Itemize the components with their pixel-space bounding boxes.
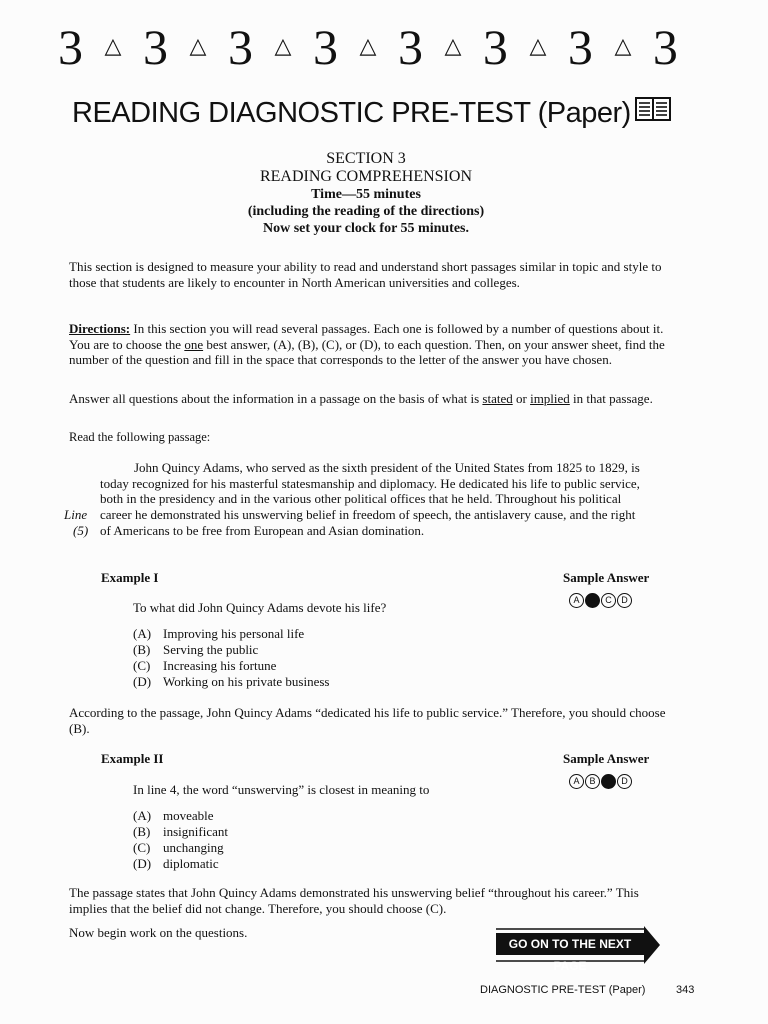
section-number: SECTION 3 (326, 150, 406, 167)
option-text: Increasing his fortune (163, 658, 277, 673)
triangle-icon: △ (359, 34, 377, 59)
option-c (133, 840, 228, 856)
directions-one: one (184, 336, 204, 352)
page-title (72, 96, 671, 130)
directions-text-2: best answer, (A), (B), (C), or (D), to each question. Then, on your answer sheet, find the number of the question and fill in the space that corresponds to the letter of the answer you have chosen. (69, 336, 665, 367)
example-1-explanation: According to the passage, John Quincy Adams “dedicated his life to public service.” Therefore, you should choose (B). (69, 705, 666, 736)
next-page-button[interactable] (496, 924, 646, 973)
banner-number: 3 (397, 19, 423, 75)
answer-all-text-2: or (512, 391, 531, 406)
banner-number: 3 (567, 19, 593, 75)
option-a (133, 626, 330, 642)
option-text: Working on his private business (163, 674, 330, 689)
option-text: Improving his personal life (163, 626, 305, 641)
section-time: Time—55 minutes (311, 187, 421, 202)
triangle-icon: △ (104, 34, 122, 59)
example-1-label: Example I (101, 570, 159, 585)
answer-bubble-b-filled: B (585, 593, 600, 608)
stated-word: stated (482, 391, 513, 406)
example-2-label: Example II (101, 751, 164, 766)
option-letter: (A) (133, 626, 152, 641)
option-d (133, 674, 330, 690)
answer-bubble-d: D (617, 593, 632, 608)
begin-instruction: Now begin work on the questions. (69, 925, 248, 940)
option-text: diplomatic (163, 856, 219, 871)
answer-all-paragraph (69, 391, 669, 407)
directions-paragraph (69, 321, 669, 368)
option-letter: (C) (133, 658, 151, 673)
example-1-sample-label: Sample Answer (563, 570, 650, 585)
section-name: READING COMPREHENSION (259, 168, 472, 185)
answer-all-text-1: Answer all questions about the information in a passage on the basis of what is (69, 391, 483, 406)
answer-bubble-b: B (585, 774, 600, 789)
section-clock-instruction: Now set your clock for 55 minutes. (263, 221, 469, 236)
implied-word: implied (530, 391, 570, 406)
section-heading (0, 150, 732, 237)
read-following: Read the following passage: (69, 430, 211, 444)
triangle-icon: △ (444, 34, 462, 59)
option-a (133, 808, 228, 824)
option-c (133, 658, 330, 674)
book-icon (635, 96, 671, 130)
example-2-explanation: The passage states that John Quincy Adams demonstrated his unswerving belief “throughout his career.” This implies that the belief did not change. Therefore, you should choose (C). (69, 885, 639, 916)
banner-number: 3 (312, 19, 338, 75)
next-page-label: GO ON TO THE NEXT PAGE (496, 933, 644, 955)
option-letter: (B) (133, 642, 151, 657)
answer-bubble-a: A (569, 593, 584, 608)
option-letter: (B) (133, 824, 151, 839)
answer-all-text-3: in that passage. (569, 391, 653, 406)
example-2-options (133, 808, 228, 872)
example-2-sample-label: Sample Answer (563, 751, 650, 766)
page-title-text: READING DIAGNOSTIC PRE-TEST (Paper) (72, 96, 631, 129)
answer-bubble-d: D (617, 774, 632, 789)
option-text: insignificant (163, 824, 228, 839)
banner-number: 3 (58, 19, 83, 75)
option-text: unchanging (163, 840, 224, 855)
option-letter: (A) (133, 808, 152, 823)
banner-number: 3 (142, 19, 168, 75)
section-time-note: (including the reading of the directions) (247, 204, 485, 219)
banner-number: 3 (227, 19, 253, 75)
option-text: Serving the public (163, 642, 259, 657)
footer-title: DIAGNOSTIC PRE-TEST (Paper) (480, 984, 646, 996)
option-b (133, 824, 228, 840)
triangle-icon: △ (189, 34, 207, 59)
page-number: 343 (676, 984, 695, 996)
answer-bubble-c: C (601, 593, 616, 608)
answer-bubble-c-filled: C (601, 774, 616, 789)
answer-bubble-a: A (569, 774, 584, 789)
example-1-options (133, 626, 330, 690)
line-number-5: (5) (73, 523, 89, 538)
example-2-question: In line 4, the word “unswerving” is closest in meaning to (133, 782, 430, 797)
example-1-bubbles (569, 593, 632, 608)
directions-text-1: In this section you will read several passages. Each one is followed by a number of questions about it. You are to choose the (69, 321, 664, 352)
reading-passage: John Quincy Adams, who served as the sixth president of the United States from 1825 to 1829, is today recognized for his masterful statesmanship and diplomacy. He dedicated his life to public service, both in the presidency and in the various other political offices that he held. Throughout his political career he demonstrated his unswerving belief in freedom of speech, the antislavery cause, and the right of Americans to be free from European and Asian domination. (100, 460, 640, 538)
option-letter: (C) (133, 840, 151, 855)
intro-paragraph: This section is designed to measure your ability to read and understand short passages similar in topic and style to those that students are likely to encounter in North American universities and colleges. (69, 259, 662, 290)
directions-label: Directions: (69, 321, 131, 336)
line-marker: Line (64, 507, 88, 522)
example-2-bubbles (569, 774, 632, 789)
banner-number: 3 (482, 19, 508, 75)
section-banner (58, 19, 678, 75)
option-letter: (D) (133, 674, 152, 689)
triangle-icon: △ (274, 34, 292, 59)
option-d (133, 856, 228, 872)
triangle-icon: △ (529, 34, 547, 59)
banner-number: 3 (652, 19, 678, 75)
option-b (133, 642, 330, 658)
option-text: moveable (163, 808, 214, 823)
example-1-question: To what did John Quincy Adams devote his life? (133, 600, 387, 615)
triangle-icon: △ (614, 34, 632, 59)
option-letter: (D) (133, 856, 152, 871)
